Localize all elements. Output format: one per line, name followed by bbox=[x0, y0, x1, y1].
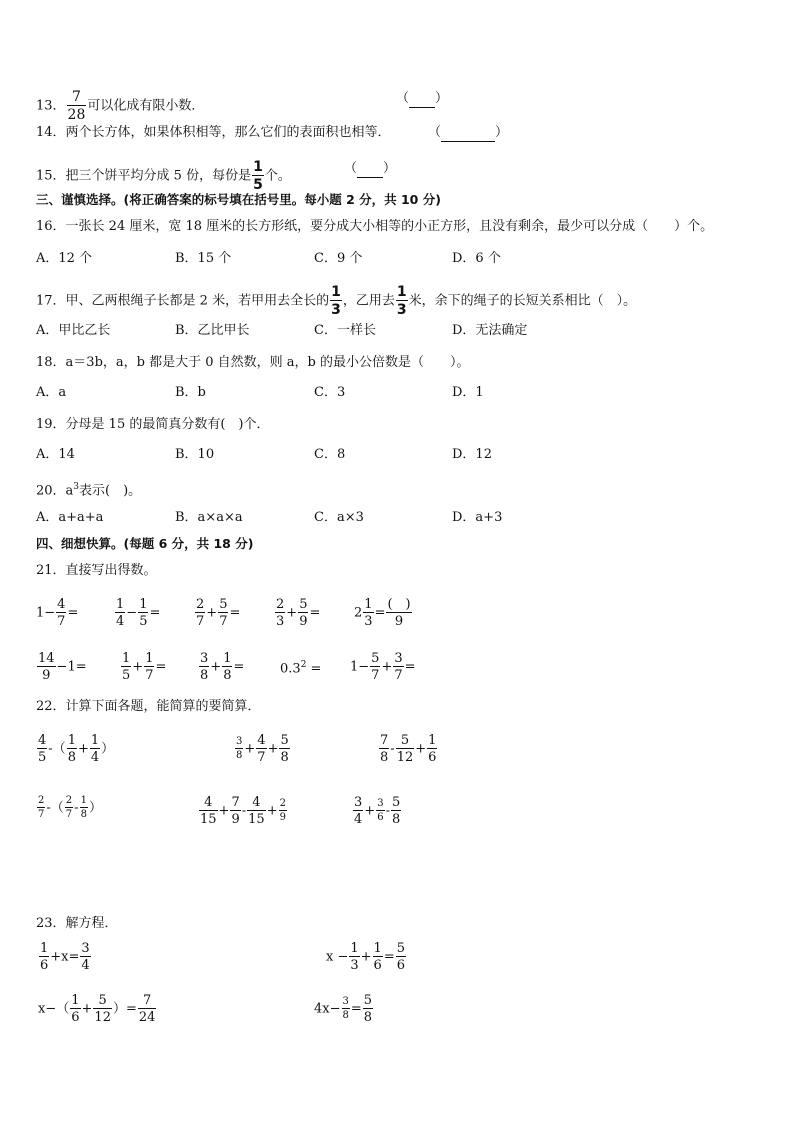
fraction: $\frac{7}{28}$ bbox=[67, 89, 86, 123]
question-18: 18．a＝3b，a，b 都是大于 0 自然数，则 a，b 的最小公倍数是（ ）。 bbox=[36, 355, 470, 370]
calc-expression-3: $\frac{7}{8}$ - $\frac{5}{12}$ + $\frac{1}{6}$ bbox=[380, 733, 437, 765]
option-b[interactable]: B．10 bbox=[175, 447, 215, 462]
equation-3: x−（ $\frac{1}{6}$ + $\frac{5}{12}$ ）= $\frac{7}{24}$ bbox=[38, 993, 156, 1025]
option-b[interactable]: B．乙比甲长 bbox=[175, 323, 250, 338]
question-15: 15．把三个饼平均分成 5 份，每份是 $\frac{1}{5}$ 个。 bbox=[36, 159, 291, 193]
mental-calc-8: $\frac{3}{8}$ + $\frac{1}{8}$ = bbox=[200, 651, 245, 683]
question-21: 21．直接写出得数。 bbox=[36, 563, 157, 578]
option-b[interactable]: B．a×a×a bbox=[175, 510, 243, 525]
mental-calc-10: 1− $\frac{5}{7}$ + $\frac{3}{7}$ = bbox=[350, 651, 416, 683]
option-d[interactable]: D．12 bbox=[452, 447, 492, 462]
option-d[interactable]: D．6 个 bbox=[452, 251, 501, 266]
calc-expression-5: $\frac{4}{15}$ + $\frac{7}{9}$ - $\frac{4}{15}$ + $\frac{2}{9}$ bbox=[200, 795, 286, 827]
answer-blank-14[interactable]: （ ） bbox=[428, 125, 509, 140]
option-c[interactable]: C．a×3 bbox=[314, 510, 364, 525]
question-16: 16．一张长 24 厘米，宽 18 厘米的长方形纸，要分成大小相等的小正方形，且没有剩余，最少可以分成（ ）个。 bbox=[36, 219, 714, 234]
option-d[interactable]: D．1 bbox=[452, 385, 484, 400]
option-c[interactable]: C．一样长 bbox=[314, 323, 376, 338]
mental-calc-3: $\frac{2}{7}$ + $\frac{5}{7}$ = bbox=[196, 597, 241, 629]
option-c[interactable]: C．8 bbox=[314, 447, 346, 462]
option-a[interactable]: A．a+a+a bbox=[36, 510, 104, 525]
mental-calc-4: $\frac{2}{3}$ + $\frac{5}{9}$ = bbox=[276, 597, 321, 629]
section-3-heading: 三、谨慎选择。(将正确答案的标号填在括号里。每小题 2 分，共 10 分) bbox=[36, 192, 441, 207]
question-13: 13． $\frac{7}{28}$ 可以化成有限小数． bbox=[36, 89, 205, 123]
option-c[interactable]: C．3 bbox=[314, 385, 346, 400]
answer-blank-15[interactable]: （ ） bbox=[344, 161, 397, 176]
fraction: $\frac{1}{3}$ bbox=[331, 284, 341, 318]
question-17: 17．甲、乙两根绳子长都是 2 米，若甲用去全长的 $\frac{1}{3}$ ，乙用去 $\frac{1}{3}$ 米，余下的绳子的长短关系相比（ ）。 bbox=[36, 284, 637, 318]
question-19: 19．分母是 15 的最简真分数有( )个． bbox=[36, 417, 270, 432]
answer-blank-13[interactable]: （ ） bbox=[396, 91, 449, 106]
equation-4: 4x− $\frac{3}{8}$ = $\frac{5}{8}$ bbox=[314, 993, 373, 1025]
mental-calc-1: 1− $\frac{4}{7}$ = bbox=[36, 597, 79, 629]
option-c[interactable]: C．9 个 bbox=[314, 251, 363, 266]
mental-calc-5: 2 $\frac{1}{3}$ = ( ) 9 bbox=[354, 597, 411, 629]
question-22: 22．计算下面各题，能简算的要简算． bbox=[36, 699, 261, 714]
option-a[interactable]: A．14 bbox=[36, 447, 75, 462]
calc-expression-1: $\frac{4}{5}$ -（ $\frac{1}{8}$ + $\frac{1}{4}$ ） bbox=[38, 733, 115, 765]
option-b[interactable]: B．15 个 bbox=[175, 251, 232, 266]
mental-calc-6: $\frac{14}{9}$ −1= bbox=[38, 651, 87, 683]
question-20: 20．$a^3$表示( )。 bbox=[36, 482, 142, 499]
option-d[interactable]: D．a+3 bbox=[452, 510, 503, 525]
fraction: $\frac{1}{5}$ bbox=[253, 159, 263, 193]
question-23: 23．解方程． bbox=[36, 916, 118, 931]
option-b[interactable]: B．b bbox=[175, 385, 206, 400]
calc-expression-6: $\frac{3}{4}$ + $\frac{3}{6}$ - $\frac{5}{8}$ bbox=[354, 795, 401, 827]
mental-calc-2: $\frac{1}{4}$ − $\frac{1}{5}$ = bbox=[116, 597, 161, 629]
section-4-heading: 四、细想快算。(每题 6 分，共 18 分) bbox=[36, 536, 254, 551]
fraction: $\frac{1}{3}$ bbox=[396, 284, 407, 318]
calc-expression-2: $\frac{3}{8}$ + $\frac{4}{7}$ + $\frac{5}{8}$ bbox=[236, 733, 289, 765]
question-14: 14．两个长方体，如果体积相等，那么它们的表面积也相等． bbox=[36, 125, 391, 140]
option-a[interactable]: A．12 个 bbox=[36, 251, 93, 266]
calc-expression-4: $\frac{2}{7}$ -（ $\frac{2}{7}$ - $\frac{1}{8}$ ） bbox=[38, 795, 102, 820]
equation-1: $\frac{1}{6}$ +x= $\frac{3}{4}$ bbox=[40, 941, 90, 973]
mental-calc-7: $\frac{1}{5}$ + $\frac{1}{7}$ = bbox=[122, 651, 167, 683]
option-d[interactable]: D．无法确定 bbox=[452, 323, 528, 338]
equation-2: x − $\frac{1}{3}$ + $\frac{1}{6}$ = $\frac{5}{6}$ bbox=[326, 941, 406, 973]
option-a[interactable]: A．a bbox=[36, 385, 67, 400]
mental-calc-9: $0.3^2$ = bbox=[280, 660, 322, 677]
option-a[interactable]: A．甲比乙长 bbox=[36, 323, 111, 338]
